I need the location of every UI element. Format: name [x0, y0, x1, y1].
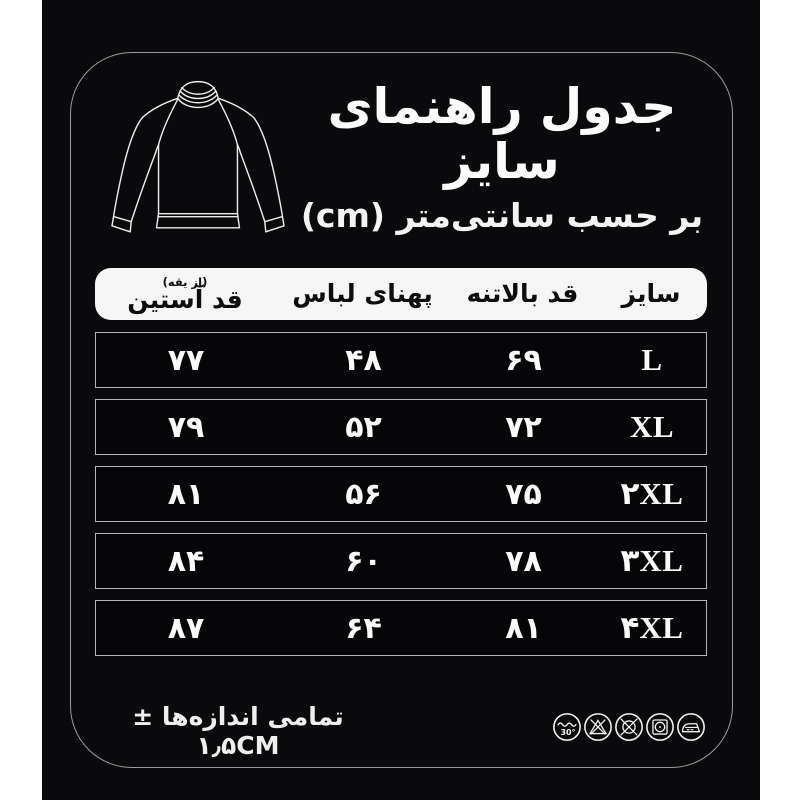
garment-width-value: ۶۰ — [345, 543, 382, 579]
body-length-value: ۷۵ — [505, 476, 542, 512]
garment-width-value: ۴۸ — [345, 342, 382, 378]
machine-wash-icon — [645, 712, 675, 742]
svg-text:30°: 30° — [560, 727, 576, 737]
table-row — [95, 600, 707, 656]
size-label: ۳XL — [620, 543, 684, 578]
table-header-row — [95, 268, 707, 320]
size-label: ۴XL — [620, 610, 684, 645]
column-header-sleeve-length: (از یقه) قد آستین — [95, 275, 275, 313]
do-not-bleach-icon — [583, 712, 613, 742]
iron-icon — [676, 712, 706, 742]
table-row — [95, 466, 707, 522]
size-table — [95, 268, 707, 656]
garment-width-value: ۵۲ — [345, 409, 382, 445]
body-length-value: ۷۸ — [505, 543, 542, 579]
sleeve-length-note: (از یقه) — [162, 274, 208, 289]
size-label: ۲XL — [620, 476, 684, 511]
column-header-body-length: قد بالاتنه — [466, 278, 579, 308]
do-not-dryclean-icon — [614, 712, 644, 742]
body-length-value: ۶۹ — [505, 342, 542, 378]
wash-30-icon — [552, 712, 582, 742]
page-subtitle: بر حسب سانتی‌متر (cm) — [300, 195, 704, 235]
size-label: XL — [629, 409, 675, 444]
column-header-garment-width: پهنای لباس — [292, 278, 433, 308]
care-icons-row — [552, 712, 706, 742]
size-guide-card — [42, 0, 760, 800]
tolerance-note: تمامی اندازه‌ها ± ۱٫۵CM — [132, 702, 344, 760]
size-label: L — [641, 342, 663, 377]
sweatshirt-line-art-icon — [100, 72, 296, 244]
column-header-size: سایز — [621, 278, 681, 308]
table-row — [95, 399, 707, 455]
body-length-value: ۸۱ — [505, 610, 542, 646]
title-block — [282, 80, 722, 235]
table-row — [95, 332, 707, 388]
page-title: جدول راهنمای سایز — [327, 78, 677, 190]
body-length-value: ۷۲ — [505, 409, 542, 445]
sleeve-length-value: ۸۷ — [167, 610, 205, 646]
garment-width-value: ۵۶ — [345, 476, 382, 512]
sleeve-length-value: ۸۴ — [167, 543, 205, 579]
garment-width-value: ۶۴ — [345, 610, 382, 646]
sleeve-length-value: ۷۷ — [167, 342, 205, 378]
sleeve-length-value: ۸۱ — [167, 476, 205, 512]
table-row — [95, 533, 707, 589]
sleeve-length-value: ۷۹ — [167, 409, 205, 445]
